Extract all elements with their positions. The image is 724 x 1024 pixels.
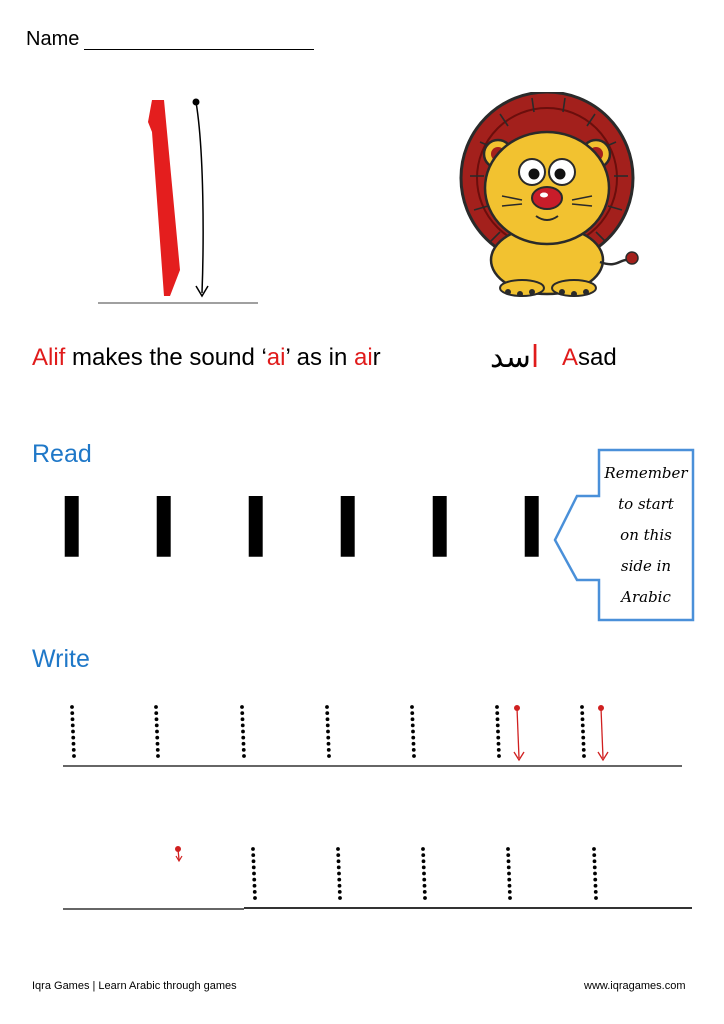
trace-dot: [156, 748, 160, 752]
callout-line: Remember: [604, 464, 688, 482]
trace-dot: [155, 736, 159, 740]
footer-brand: Iqra Games | Learn Arabic through games: [32, 980, 237, 992]
trace-dot: [155, 730, 159, 734]
trace-dot: [155, 717, 159, 721]
trace-dot: [154, 705, 158, 709]
english-first-letter: A: [562, 344, 579, 371]
trace-dot: [593, 865, 597, 869]
trace-dot: [241, 736, 245, 740]
trace-dot: [252, 872, 256, 876]
lion-illustration: [440, 92, 655, 302]
trace-dot: [71, 717, 75, 721]
trace-dot: [337, 878, 341, 882]
trace-dot: [241, 723, 245, 727]
tracing-dots-row-2: [251, 847, 598, 900]
trace-dot: [72, 754, 76, 758]
trace-dot: [410, 711, 414, 715]
callout-line: side in: [620, 557, 672, 575]
hero-alif-illustration: [90, 90, 270, 310]
trace-dot: [594, 884, 598, 888]
trace-dot: [423, 884, 427, 888]
trace-dot: [336, 853, 340, 857]
callout-text: [600, 458, 692, 613]
trace-dot: [70, 705, 74, 709]
trace-dot: [242, 742, 246, 746]
trace-dot: [582, 754, 586, 758]
trace-dot: [336, 847, 340, 851]
sentence-text: makes the sound ‘: [65, 344, 267, 371]
trace-dot: [421, 853, 425, 857]
trace-dot: [507, 872, 511, 876]
read-letter: ا: [242, 483, 270, 576]
trace-dot: [240, 711, 244, 715]
trace-dot: [337, 859, 341, 863]
trace-dot: [422, 859, 426, 863]
arabic-word-rest: سد: [490, 340, 531, 375]
callout-line: Arabic: [621, 588, 671, 606]
trace-dot: [241, 730, 245, 734]
trace-dot: [422, 872, 426, 876]
trace-dot: [251, 847, 255, 851]
english-word: [562, 344, 617, 372]
trace-dot: [240, 705, 244, 709]
arabic-word: [490, 340, 539, 375]
trace-dot: [325, 705, 329, 709]
trace-dot: [411, 730, 415, 734]
name-label: Name: [26, 28, 80, 50]
trace-dot: [242, 754, 246, 758]
trace-dot: [508, 896, 512, 900]
trace-dot: [411, 717, 415, 721]
read-letter: ا: [150, 483, 178, 576]
trace-dot: [327, 742, 331, 746]
trace-dot: [508, 890, 512, 894]
trace-dot: [593, 878, 597, 882]
sentence-text: r: [372, 344, 381, 371]
letter-name: Alif: [32, 344, 66, 371]
trace-dot: [156, 742, 160, 746]
trace-dot: [326, 736, 330, 740]
trace-dot: [582, 742, 586, 746]
stroke-direction-arrow: [196, 102, 203, 293]
trace-dot: [327, 748, 331, 752]
trace-dot: [580, 711, 584, 715]
trace-dot: [411, 736, 415, 740]
read-title: Read: [32, 440, 92, 468]
trace-dot: [241, 717, 245, 721]
sentence-text: ’ as in: [285, 344, 354, 371]
trace-dot: [580, 705, 584, 709]
trace-dot: [338, 896, 342, 900]
write-title: Write: [32, 645, 90, 673]
trace-dot: [156, 754, 160, 758]
trace-dot: [581, 736, 585, 740]
trace-dot: [496, 736, 500, 740]
read-letter: ا: [58, 483, 86, 576]
trace-dot: [253, 884, 257, 888]
trace-dot: [253, 890, 257, 894]
trace-dot: [422, 865, 426, 869]
trace-dot: [72, 748, 76, 752]
footer-url[interactable]: www.iqragames.com: [584, 980, 686, 992]
trace-dot: [581, 723, 585, 727]
trace-dot: [593, 859, 597, 863]
trace-dot: [242, 748, 246, 752]
trace-dot: [252, 865, 256, 869]
trace-dot: [412, 754, 416, 758]
callout-line: on this: [620, 526, 672, 544]
trace-dot: [337, 865, 341, 869]
trace-dot: [422, 878, 426, 882]
sound-highlight: ai: [266, 344, 286, 371]
trace-dot: [251, 853, 255, 857]
read-letter: ا: [426, 483, 454, 576]
trace-dot: [252, 878, 256, 882]
trace-dot: [506, 853, 510, 857]
trace-dot: [411, 723, 415, 727]
trace-dot: [423, 890, 427, 894]
trace-dot: [253, 896, 257, 900]
name-underline[interactable]: [84, 49, 314, 50]
trace-dot: [507, 878, 511, 882]
trace-dot: [592, 847, 596, 851]
read-letter: ا: [334, 483, 362, 576]
trace-dot: [497, 748, 501, 752]
trace-dot: [508, 884, 512, 888]
trace-dot: [72, 742, 76, 746]
trace-dot: [495, 711, 499, 715]
trace-dot: [423, 896, 427, 900]
trace-dot: [327, 754, 331, 758]
example-highlight: ai: [353, 344, 373, 371]
trace-dot: [326, 717, 330, 721]
trace-dot: [338, 884, 342, 888]
english-word-rest: sad: [578, 344, 617, 371]
trace-dot: [594, 896, 598, 900]
trace-dot: [592, 853, 596, 857]
trace-dot: [496, 730, 500, 734]
trace-dot: [412, 742, 416, 746]
trace-dot: [507, 859, 511, 863]
trace-dot: [496, 717, 500, 721]
trace-dot: [594, 890, 598, 894]
trace-dot: [71, 736, 75, 740]
read-letter: ا: [518, 483, 546, 576]
trace-dot: [581, 730, 585, 734]
lion-head: [484, 132, 610, 244]
trace-dot: [495, 705, 499, 709]
guide-arrows: [176, 706, 609, 862]
trace-dot: [496, 723, 500, 727]
trace-dot: [581, 717, 585, 721]
trace-dot: [326, 730, 330, 734]
trace-dot: [421, 847, 425, 851]
trace-dot: [154, 711, 158, 715]
alif-letter-shape: [148, 100, 180, 296]
trace-dot: [338, 890, 342, 894]
trace-dot: [252, 859, 256, 863]
trace-dot: [412, 748, 416, 752]
trace-dot: [497, 754, 501, 758]
trace-dot: [410, 705, 414, 709]
tracing-dots-row-1: [70, 705, 586, 758]
callout-line: to start: [618, 495, 674, 513]
writing-practice-area[interactable]: [0, 690, 724, 930]
trace-dot: [337, 872, 341, 876]
trace-dot: [155, 723, 159, 727]
trace-dot: [593, 872, 597, 876]
trace-dot: [582, 748, 586, 752]
trace-dot: [71, 723, 75, 727]
trace-dot: [326, 723, 330, 727]
trace-dot: [325, 711, 329, 715]
arabic-first-letter: ا: [530, 340, 540, 375]
trace-dot: [507, 865, 511, 869]
trace-dot: [71, 730, 75, 734]
trace-dot: [70, 711, 74, 715]
trace-dot: [497, 742, 501, 746]
sound-sentence: [32, 344, 381, 372]
trace-dot: [506, 847, 510, 851]
